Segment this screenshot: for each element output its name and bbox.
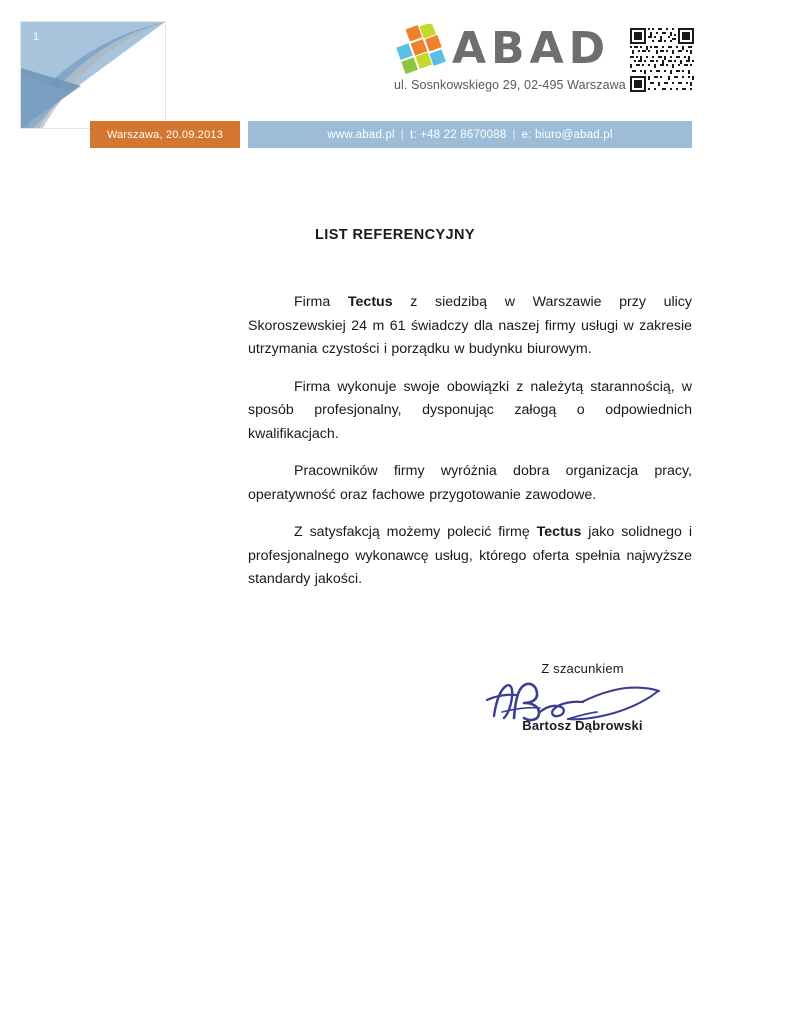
paragraph-2-before: Firma wykonuje swoje obowiązki z należytą starannością, w sposób profesjonalny, dysponując załogą o odpowiednich kwalifikacjach. [248,378,692,442]
paragraph-1-before: Firma [294,294,348,310]
signature-name: Bartosz Dąbrowski [522,718,643,733]
logo-wordmark: ABAD [452,23,611,74]
paragraph-1 [248,291,692,362]
paragraph-3 [248,460,692,507]
page-number: 1 [33,31,40,43]
contact-bar [248,121,692,148]
signature-block [470,661,695,733]
company-logo [392,22,697,98]
qr-code-icon [628,26,696,94]
paragraph-4-before: Z satysfakcją możemy polecić firmę [294,524,537,540]
paragraph-4-bold: Tectus [536,524,582,540]
contact-website: www.abad.pl [327,128,395,141]
paragraph-4-after: jako solidnego i profesjonalnego wykonawcę usług, którego oferta spełnia najwyższe standardy jakości. [248,524,692,587]
paragraph-1-bold: Tectus [347,294,393,310]
paragraph-3-before: Pracowników firmy wyróżnia dobra organizacja pracy, operatywność oraz fachowe przygotowanie zawodowe. [248,463,692,503]
contact-email: e: biuro@abad.pl [521,128,613,141]
abad-x-mark-icon [392,24,446,74]
date-badge: Warszawa, 20.09.2013 [90,121,240,148]
contact-separator-2: | [512,128,516,141]
document-title: LIST REFERENCYJNY [315,227,475,243]
corner-decoration [20,21,166,129]
signature-closing: Z szacunkiem [541,661,624,676]
paragraph-2 [248,376,692,447]
paragraph-1-after: z siedzibą w Warszawie przy ulicy Skoroszewskiej 24 m 61 świadczy dla naszej firmy usługi w zakresie utrzymania czystości i porządku w budynku biurowym. [248,294,692,357]
handwritten-signature-icon [470,678,695,720]
contact-separator-1: | [400,128,404,141]
paragraph-4 [248,521,692,592]
letter-body [248,291,692,606]
contact-phone: t: +48 22 8670088 [409,128,507,141]
logo-tagline: ul. Sosnkowskiego 29, 02-495 Warszawa [394,78,626,92]
